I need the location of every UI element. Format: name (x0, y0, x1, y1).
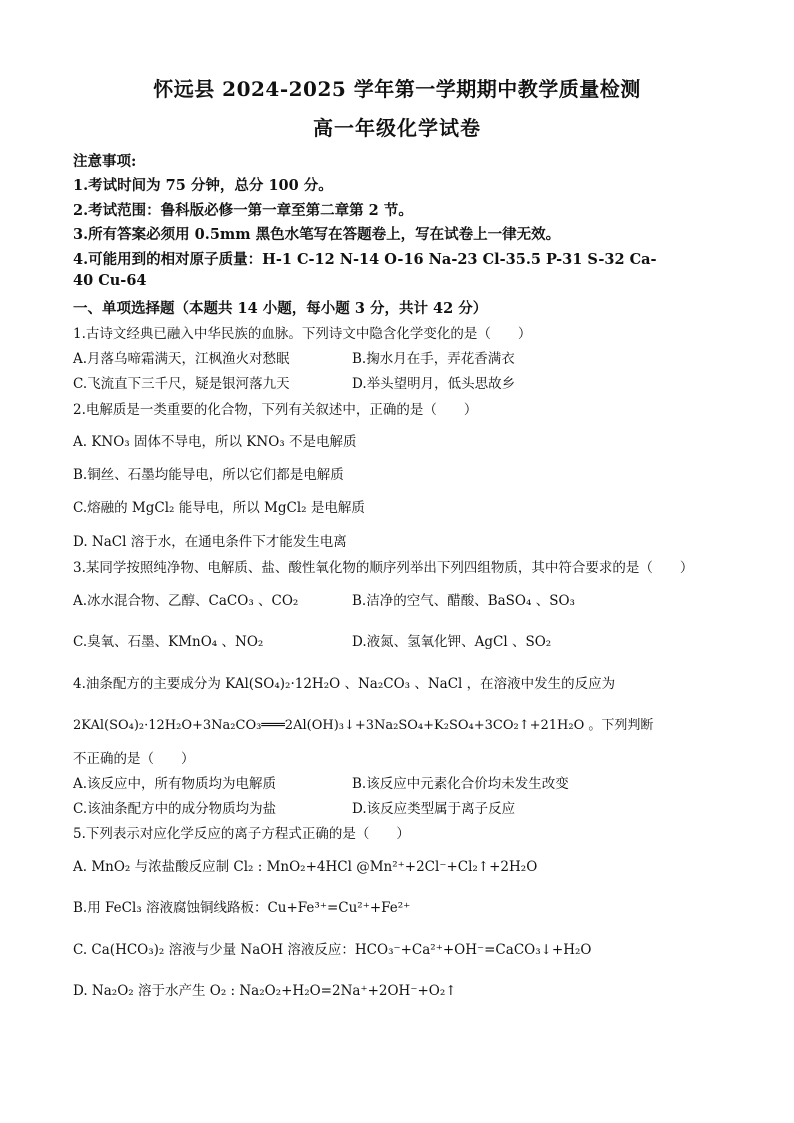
note-item-4-cont: 40 Cu-64 (73, 272, 147, 289)
question-3-option-a: A.冰水混合物、乙醇、CaCO₃ 、CO₂ (73, 593, 299, 609)
question-2-option-a: A. KNO₃ 固体不导电，所以 KNO₃ 不是电解质 (73, 434, 357, 450)
exam-subtitle: 高一年级化学试卷 (313, 116, 481, 140)
question-2-stem: 2.电解质是一类重要的化合物，下列有关叙述中，正确的是（ ） (73, 402, 478, 418)
question-4-option-d: D.该反应类型属于离子反应 (352, 801, 516, 817)
question-5-stem: 5.下列表示对应化学反应的离子方程式正确的是（ ） (73, 826, 410, 842)
question-1-stem: 1.古诗文经典已融入中华民族的血脉。下列诗文中隐含化学变化的是（ ） (73, 326, 532, 342)
question-3-option-d: D.液氮、氢氧化钾、AgCl 、SO₂ (352, 634, 552, 650)
question-4-option-a: A.该反应中，所有物质均为电解质 (73, 776, 277, 792)
question-4-stem-continued: 不正确的是（ ） (73, 751, 195, 767)
question-5-option-d: D. Na₂O₂ 溶于水产生 O₂ : Na₂O₂+H₂O=2Na⁺+2OH⁻+O₂↑ (73, 983, 457, 999)
question-4-equation: 2KAl(SO₄)₂·12H₂O+3Na₂CO₃═══2Al(OH)₃↓+3Na₂SO₄+K₂SO₄+3CO₂↑+21H₂O 。下列判断 (73, 718, 654, 733)
question-4-stem: 4.油条配方的主要成分为 KAl(SO₄)₂·12H₂O 、Na₂CO₃ 、NaCl ，在溶液中发生的反应为 (73, 676, 616, 692)
question-1-option-d: D.举头望明月，低头思故乡 (352, 376, 516, 392)
question-4-option-b: B.该反应中元素化合价均未发生改变 (352, 776, 569, 792)
question-2-option-d: D. NaCl 溶于水，在通电条件下才能发生电离 (73, 534, 347, 550)
question-1-option-a: A.月落乌啼霜满天，江枫渔火对愁眠 (73, 351, 290, 367)
question-3-option-c: C.臭氧、石墨、KMnO₄ 、NO₂ (73, 634, 264, 650)
question-1-option-c: C.飞流直下三千尺，疑是银河落九天 (73, 376, 290, 392)
question-2-option-b: B.铜丝、石墨均能导电，所以它们都是电解质 (73, 467, 344, 483)
question-5-option-a: A. MnO₂ 与浓盐酸反应制 Cl₂ : MnO₂+4HCl @Mn²⁺+2Cl⁻+Cl₂↑+2H₂O (73, 859, 538, 875)
note-item-4: 4.可能用到的相对原子质量：H-1 C-12 N-14 O-16 Na-23 Cl-35.5 P-31 S-32 Ca- (73, 251, 657, 268)
notes-heading: 注意事项: (73, 153, 137, 170)
note-item-1: 1.考试时间为 75 分钟，总分 100 分。 (73, 177, 333, 194)
question-4-option-c: C.该油条配方中的成分物质均为盐 (73, 801, 277, 817)
note-item-2: 2.考试范围：鲁科版必修一第一章至第二章第 2 节。 (73, 202, 413, 219)
question-3-stem: 3.某同学按照纯净物、电解质、盐、酸性氧化物的顺序列举出下列四组物质，其中符合要求的是（ ） (73, 560, 694, 576)
question-3-option-b: B.洁净的空气、醋酸、BaSO₄ 、SO₃ (352, 593, 575, 609)
question-5-option-b: B.用 FeCl₃ 溶液腐蚀铜线路板：Cu+Fe³⁺=Cu²⁺+Fe²⁺ (73, 900, 411, 916)
question-1-option-b: B.掬水月在手，弄花香满衣 (352, 351, 515, 367)
question-2-option-c: C.熔融的 MgCl₂ 能导电，所以 MgCl₂ 是电解质 (73, 500, 365, 516)
question-5-option-c: C. Ca(HCO₃)₂ 溶液与少量 NaOH 溶液反应：HCO₃⁻+Ca²⁺+OH⁻=CaCO₃↓+H₂O (73, 942, 592, 958)
section-heading: 一、单项选择题（本题共 14 小题，每小题 3 分，共计 42 分） (73, 300, 488, 317)
exam-title: 怀远县 2024-2025 学年第一学期期中教学质量检测 (153, 77, 641, 101)
note-item-3: 3.所有答案必须用 0.5mm 黑色水笔写在答题卷上，写在试卷上一律无效。 (73, 226, 561, 243)
